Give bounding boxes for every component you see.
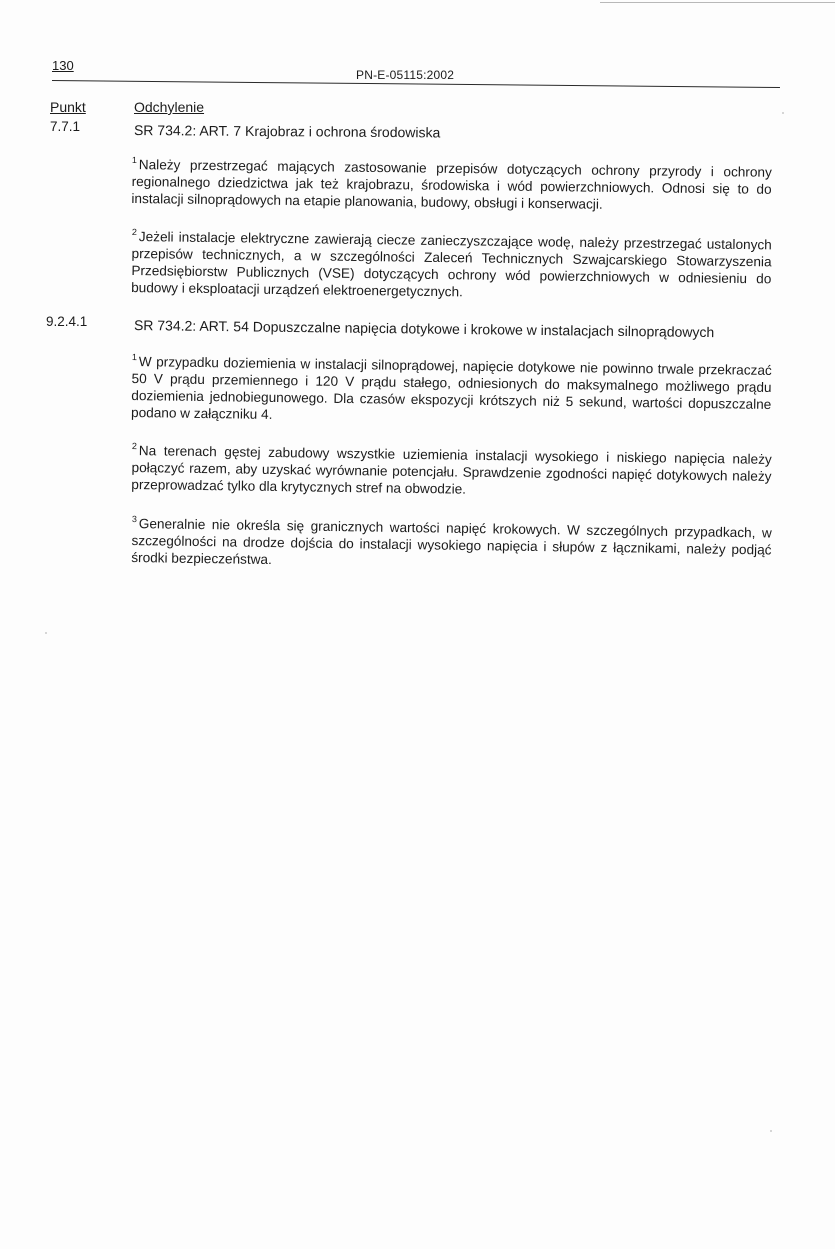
section-number: 9.2.4.1 — [46, 314, 88, 329]
paragraph-text: Jeżeli instalacje elektryczne zawierają ciecze zanieczyszczające wodę, należy przestrzegać ustalonych przepisów technicznych, a w szczególności Zaleceń Technicznych Szwajcarskiego Stowarzyszenia Przedsiębiorstw Publicznych (VSE) dotyczących ochrony wód powierzchniowych w odniesieniu do budowy i eksploatacji urządzeń elektroenergetycznych. — [131, 229, 772, 300]
paragraph-mark: 2 — [131, 226, 137, 238]
paragraph-text: Generalnie nie określa się granicznych wartości napięć krokowych. W szczególnych przypadkach, w szczególności na drodze dojścia do instalacji wysokiego napięcia i słupów z łącznikami, należy podjąć środki bezpieczeństwa. — [131, 516, 772, 568]
paragraph — [131, 349, 772, 430]
paragraph-text: W przypadku doziemienia w instalacji silnoprądowej, napięcie dotykowe nie powinno trwale przekraczać 50 V prądu przemiennego i 120 V prądu stałego, odniesionych do maksymalnego możliwego prądu doziemienia jednobiegunowego. Dla czasów ekspozycji krótszych niż 5 sekund, wartości dopuszczalne podano w załączniku 4. — [131, 354, 772, 422]
paragraph — [131, 511, 772, 575]
section-title: SR 734.2: ART. 7 Krajobraz i ochrona środowiska — [133, 122, 441, 141]
page-number: 130 — [52, 58, 74, 73]
paragraph — [131, 438, 772, 502]
paragraph-mark: 1 — [131, 351, 137, 363]
section-title: SR 734.2: ART. 54 Dopuszczalne napięcia dotykowe i krokowe w instalacjach silnoprądowych — [133, 317, 715, 341]
column-header-punkt: Punkt — [50, 99, 86, 115]
paragraph-text: Na terenach gęstej zabudowy wszystkie uziemienia instalacji wysokiego i niskiego napięcia należy połączyć razem, aby uzyskać wyrównanie potencjału. Sprawdzenie zgodności napięć dotykowych należy przeprowadzać tylko dla krytycznych stref na obwodzie. — [131, 443, 772, 497]
scan-speck — [45, 632, 47, 634]
paragraph-mark: 1 — [131, 154, 137, 166]
paragraph-mark: 3 — [131, 513, 137, 525]
section-number: 7.7.1 — [50, 119, 81, 134]
document-code: PN-E-05115:2002 — [356, 68, 455, 82]
scan-edge-line — [600, 2, 835, 3]
paragraph-mark: 2 — [131, 440, 137, 452]
scan-speck — [770, 1130, 772, 1132]
paragraph — [131, 224, 772, 304]
paragraph-text: Należy przestrzegać mających zastosowanie przepisów dotyczących ochrony przyrody i ochrony regionalnego dziedzictwa jak też krajobrazu, środowiska i wód powierzchniowych. Odnosi się to do instalacji silnoprądowych na etapie planowania, budowy, obsługi i konserwacji. — [131, 157, 772, 212]
scan-speck — [782, 112, 784, 114]
paragraph — [131, 152, 772, 215]
column-header-odchylenie: Odchylenie — [134, 99, 205, 115]
